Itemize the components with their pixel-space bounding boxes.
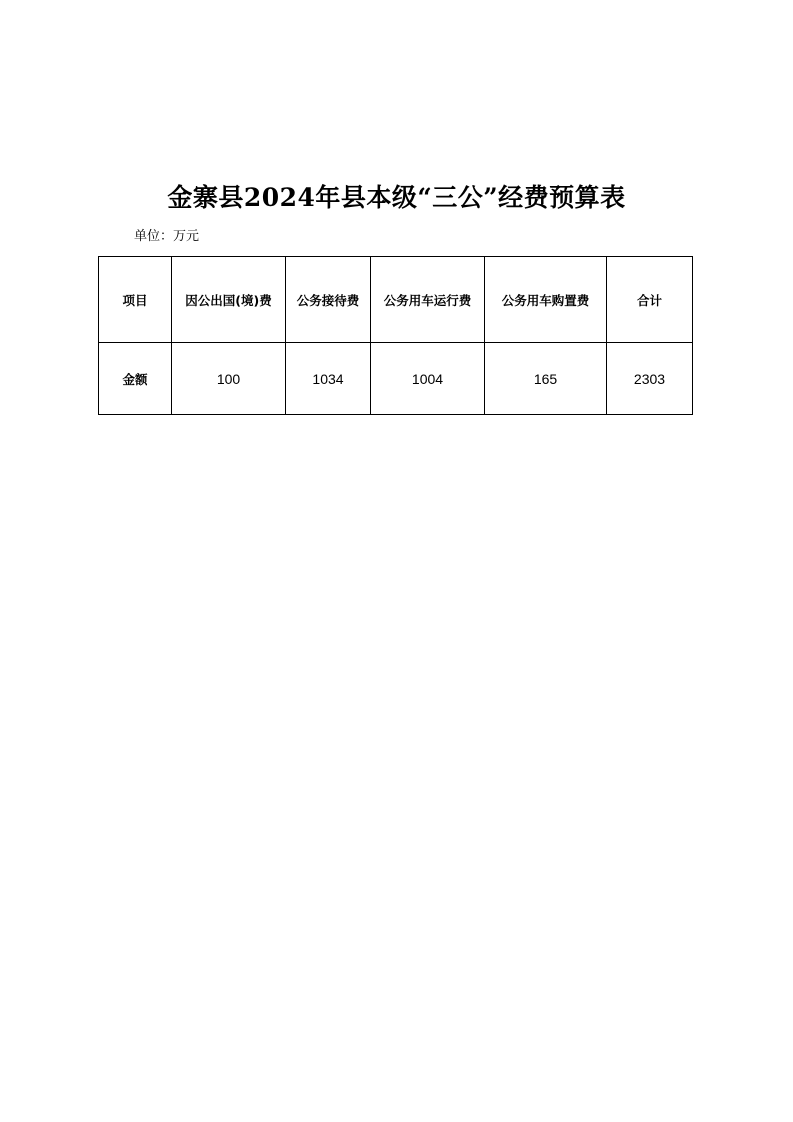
row-label-amount: 金额 [99, 343, 172, 415]
table-header-row [99, 257, 693, 343]
value-vehicle-operation: 1004 [371, 343, 485, 415]
header-cell-total: 合计 [607, 257, 693, 343]
header-cell-item: 项目 [99, 257, 172, 343]
header-cell-vehicle-operation: 公务用车运行费 [371, 257, 485, 343]
header-cell-official-reception: 公务接待费 [286, 257, 371, 343]
value-overseas-travel: 100 [172, 343, 286, 415]
budget-table [98, 256, 693, 415]
value-vehicle-purchase: 165 [485, 343, 607, 415]
unit-label: 单位：万元 [134, 229, 200, 244]
page-title: 金寨县2024年县本级“三公”经费预算表 [167, 183, 626, 212]
table-row [99, 343, 693, 415]
value-official-reception: 1034 [286, 343, 371, 415]
value-total: 2303 [607, 343, 693, 415]
header-cell-vehicle-purchase: 公务用车购置费 [485, 257, 607, 343]
header-cell-overseas-travel: 因公出国(境)费 [172, 257, 286, 343]
